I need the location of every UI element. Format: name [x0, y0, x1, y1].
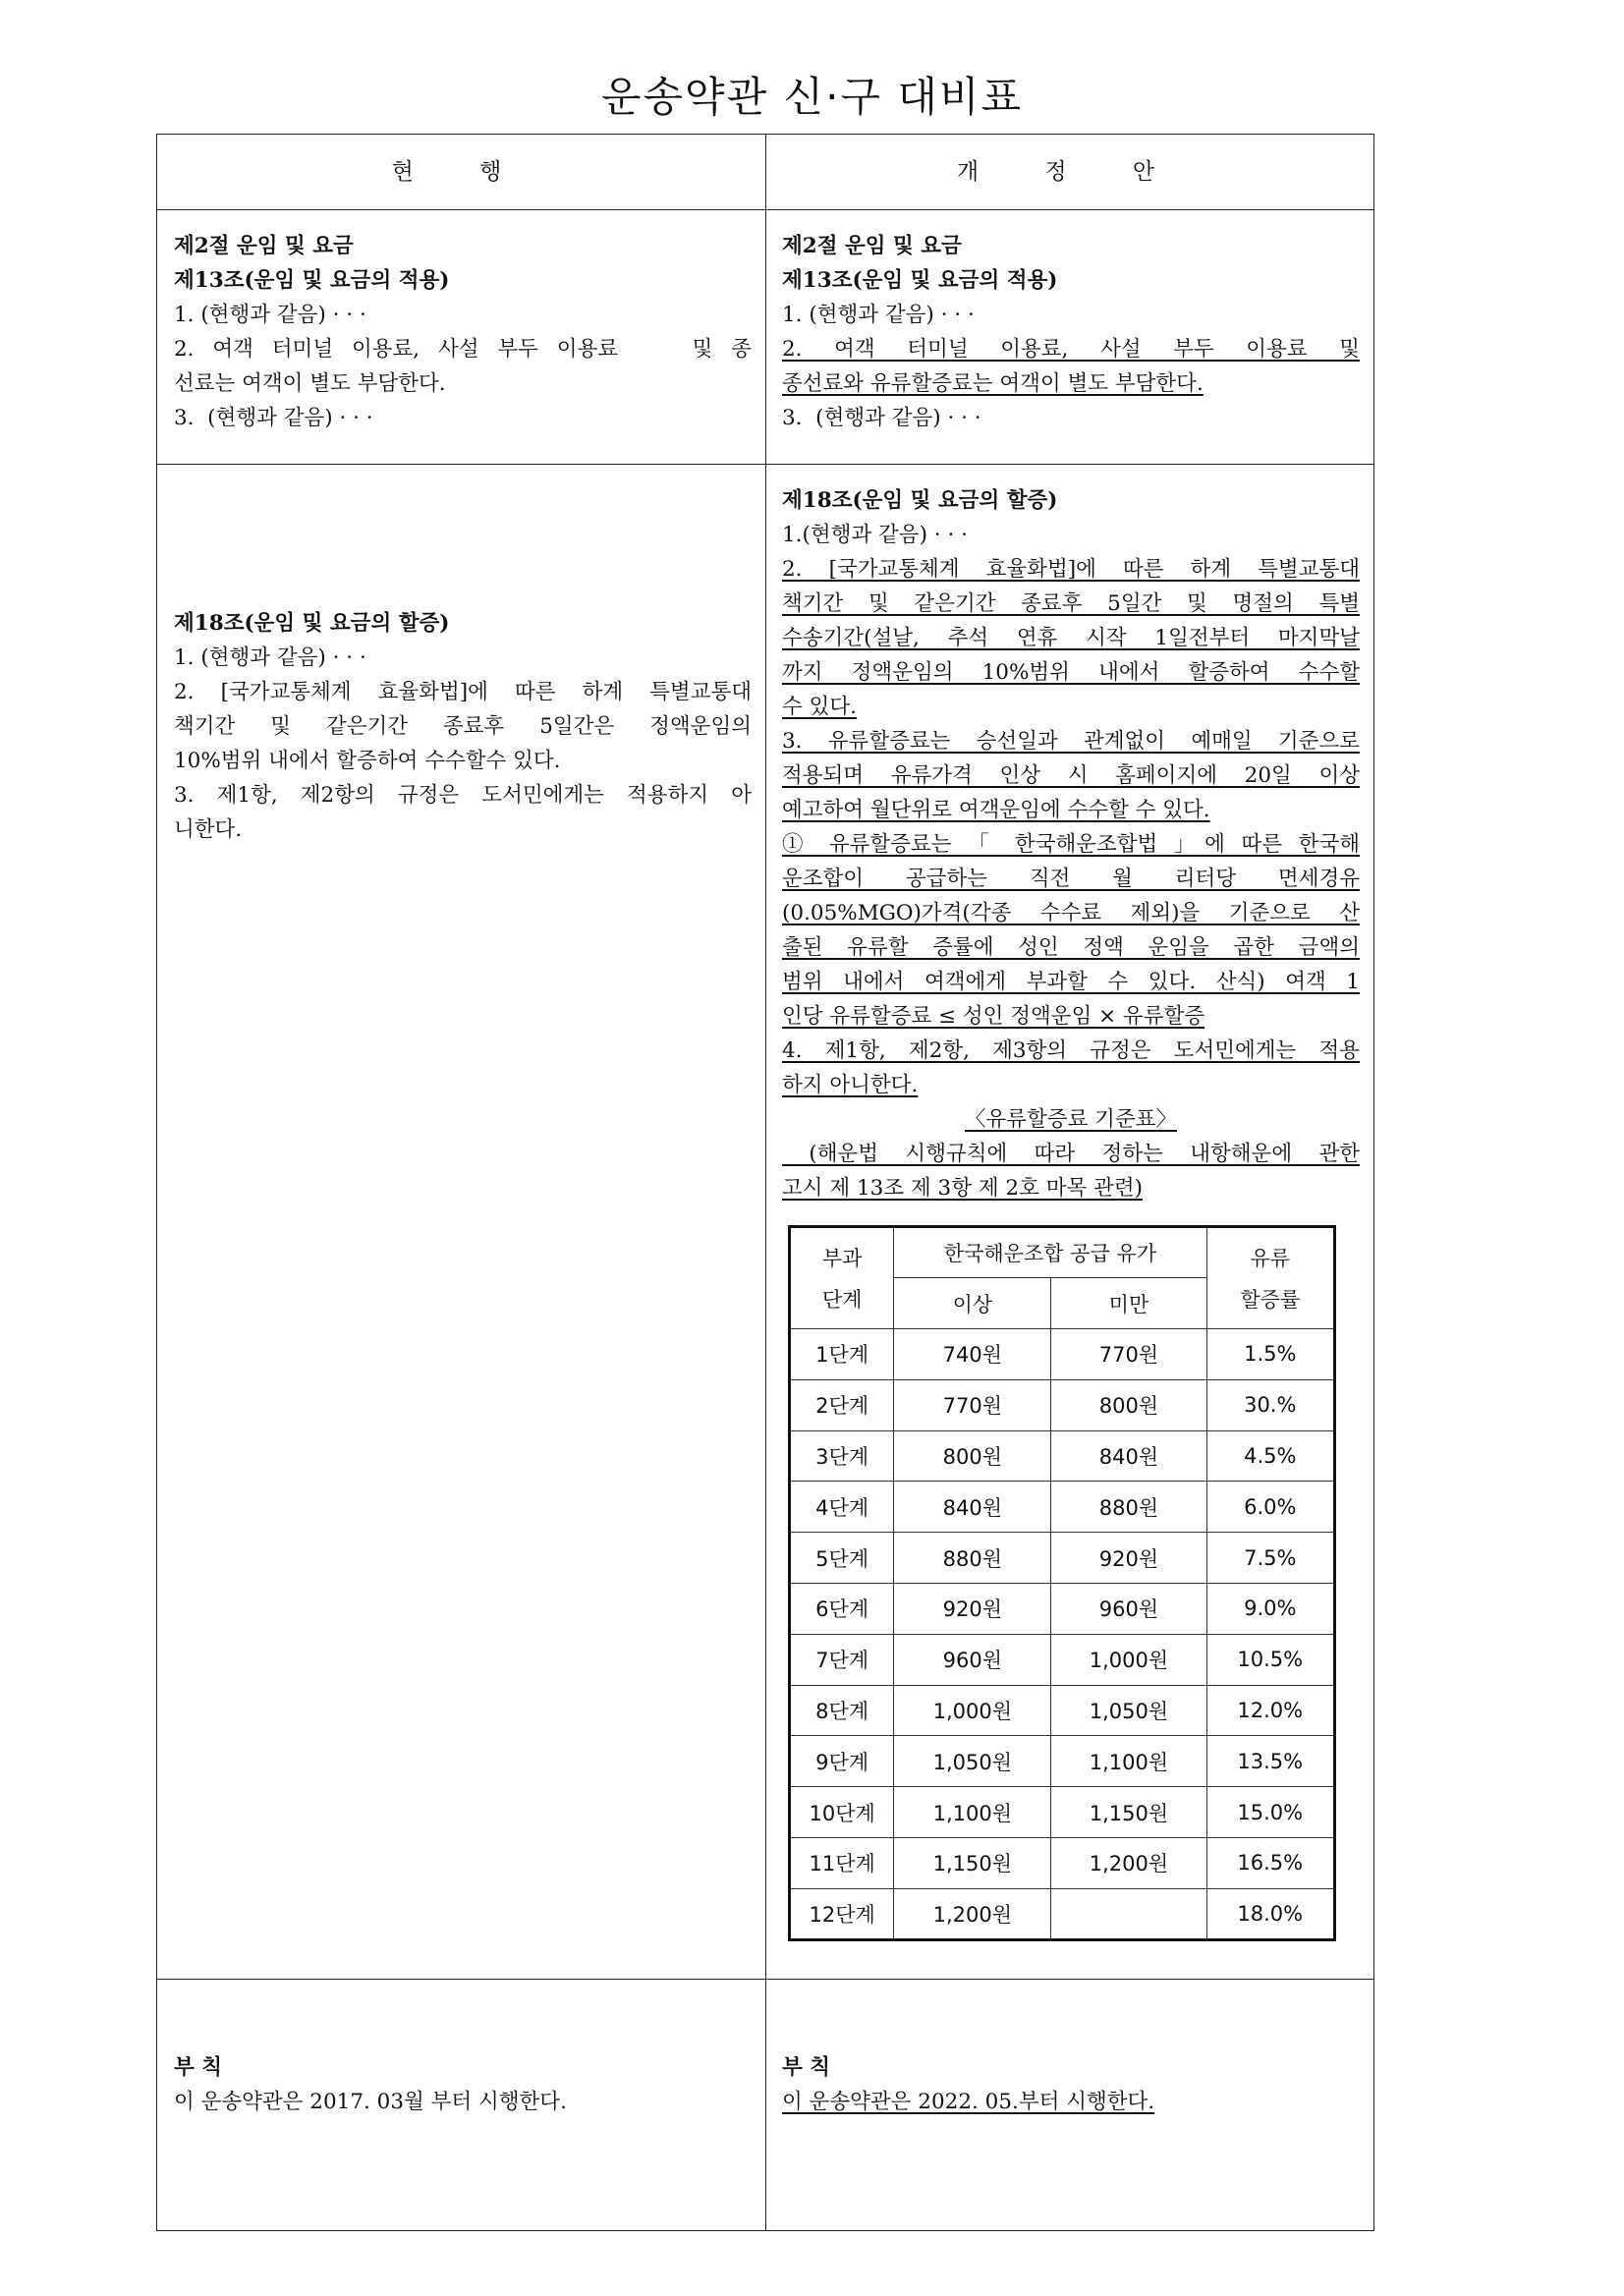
min-price-cell: 1,050원 — [894, 1736, 1051, 1787]
min-price-cell: 770원 — [894, 1379, 1051, 1430]
stage-cell: 10단계 — [790, 1787, 894, 1838]
fuel-table-row — [790, 1837, 1335, 1888]
min-price-cell: 960원 — [894, 1634, 1051, 1685]
clause-line: 선료는 여객이 별도 부담한다. — [174, 371, 446, 396]
amended-clause-line: 적용되며 유류가격 인상 시 홈페이지에 20일 이상 — [782, 763, 1360, 788]
amended-clause-line: 2. [국가교통체계 효율화법]에 따른 하계 특별교통대 — [782, 557, 1360, 582]
min-price-cell: 840원 — [894, 1482, 1051, 1533]
header-current: 현 행 — [391, 159, 532, 185]
effective-date-line: 이 운송약관은 2022. 05.부터 시행한다. — [782, 2090, 1155, 2114]
clause-line: 1. (현행과 같음) · · · — [174, 645, 366, 670]
rate-cell: 1.5% — [1206, 1329, 1334, 1380]
amended-clause-line: 4. 제1항, 제2항, 제3항의 규정은 도서민에게는 적용 — [782, 1038, 1360, 1063]
amended-clause-line: 수송기간(설날, 추석 연휴 시작 1일전부터 마지막날 — [782, 626, 1360, 650]
fuel-table-reference: (해운법 시행규칙에 따라 정하는 내항해운에 관한 — [782, 1142, 1360, 1166]
row1-current-cell — [174, 229, 752, 435]
min-price-cell: 1,000원 — [894, 1685, 1051, 1736]
rate-cell: 30.% — [1206, 1379, 1334, 1430]
fuel-table-row — [790, 1430, 1335, 1482]
stage-cell: 5단계 — [790, 1533, 894, 1584]
rate-cell: 10.5% — [1206, 1634, 1334, 1685]
effective-date-line: 이 운송약관은 2017. 03월 부터 시행한다. — [174, 2090, 567, 2114]
stage-cell: 12단계 — [790, 1888, 894, 1939]
max-price-cell: 840원 — [1051, 1430, 1206, 1482]
clause-line: 2. [국가교통체계 효율화법]에 따른 하계 특별교통대 — [174, 680, 752, 704]
rate-cell: 7.5% — [1206, 1533, 1334, 1584]
rate-cell: 6.0% — [1206, 1482, 1334, 1533]
comparison-table — [156, 134, 1374, 2231]
article-heading: 제13조(운임 및 요금의 적용) — [174, 268, 450, 293]
stage-cell: 11단계 — [790, 1837, 894, 1888]
amended-clause-line: 하지 아니한다. — [782, 1073, 919, 1097]
fuel-table-row — [790, 1329, 1335, 1380]
max-price-cell: 800원 — [1051, 1379, 1206, 1430]
amended-clause-line: 출된 유류할 증률에 성인 정액 운임을 곱한 금액의 — [782, 935, 1360, 960]
supply-price-header: 한국해운조합 공급 유가 — [894, 1227, 1206, 1278]
amended-clause-line: ① 유류할증료는 「 한국해운조합법 」에 따른 한국해 — [782, 832, 1360, 857]
rate-cell: 4.5% — [1206, 1430, 1334, 1482]
min-price-cell: 1,100원 — [894, 1787, 1051, 1838]
fuel-surcharge-table — [788, 1225, 1336, 1941]
stage-cell: 4단계 — [790, 1482, 894, 1533]
rate-cell: 13.5% — [1206, 1736, 1334, 1787]
max-price-cell: 920원 — [1051, 1533, 1206, 1584]
row3-current-cell — [174, 2050, 752, 2119]
clause-line: 3. (현행과 같음) · · · — [174, 406, 373, 430]
row-divider — [157, 209, 1373, 210]
amended-clause-line: 3. 유류할증료는 승선일과 관계없이 예매일 기준으로 — [782, 729, 1360, 754]
max-price-cell: 770원 — [1051, 1329, 1206, 1380]
header-revised: 개 정 안 — [956, 159, 1185, 185]
clause-line: 책기간 및 같은기간 종료후 5일간은 정액운임의 — [174, 714, 752, 739]
amended-clause-line: 종선료와 유류할증료는 여객이 별도 부담한다. — [782, 371, 1204, 396]
article-heading: 제18조(운임 및 요금의 할증) — [174, 611, 450, 636]
clause-line: 니한다. — [174, 817, 243, 842]
amended-clause-line: 2. 여객 터미널 이용료, 사설 부두 이용료 및 — [782, 337, 1360, 362]
row2-revised-cell — [782, 483, 1360, 1205]
clause-line: 2. 여객 터미널 이용료, 사설 부두 이용료 및 종 — [174, 337, 752, 362]
max-price-cell: 960원 — [1051, 1583, 1206, 1634]
amended-clause-line: 까지 정액운임의 10%범위 내에서 할증하여 수수할 — [782, 660, 1360, 685]
amended-clause-line: 인당 유류할증료 ≤ 성인 정액운임 × 유류할증 — [782, 1004, 1205, 1029]
fuel-table-caption: 〈유류할증료 기준표〉 — [965, 1107, 1177, 1132]
rate-cell: 16.5% — [1206, 1837, 1334, 1888]
row3-revised-cell — [782, 2050, 1360, 2119]
clause-line: 3. 제1항, 제2항의 규정은 도서민에게는 적용하지 아 — [174, 783, 752, 808]
stage-cell: 6단계 — [790, 1583, 894, 1634]
min-price-cell: 740원 — [894, 1329, 1051, 1380]
stage-cell: 7단계 — [790, 1634, 894, 1685]
amended-clause-line: 범위 내에서 여객에게 부과할 수 있다. 산식) 여객 1 — [782, 970, 1360, 994]
row1-revised-cell — [782, 229, 1360, 435]
max-price-header: 미만 — [1051, 1278, 1206, 1329]
supplementary-heading: 부 칙 — [174, 2055, 223, 2080]
document-title: 운송약관 신·구 대비표 — [600, 73, 1024, 121]
stage-cell: 3단계 — [790, 1430, 894, 1482]
clause-line: 10%범위 내에서 할증하여 수수할수 있다. — [174, 749, 561, 773]
max-price-cell: 1,050원 — [1051, 1685, 1206, 1736]
rate-cell: 9.0% — [1206, 1583, 1334, 1634]
row2-current-cell — [174, 606, 752, 847]
section-heading: 제2절 운임 및 요금 — [174, 234, 354, 258]
amended-clause-line: 수 있다. — [782, 695, 857, 719]
max-price-cell — [1051, 1888, 1206, 1939]
max-price-cell: 1,150원 — [1051, 1787, 1206, 1838]
stage-cell: 8단계 — [790, 1685, 894, 1736]
clause-line: 1. (현행과 같음) · · · — [782, 303, 975, 327]
section-heading: 제2절 운임 및 요금 — [782, 234, 962, 258]
clause-line: 1.(현행과 같음) · · · — [782, 523, 968, 547]
fuel-table-row — [790, 1379, 1335, 1430]
fuel-table-row — [790, 1685, 1335, 1736]
fuel-table-row — [790, 1736, 1335, 1787]
stage-cell: 2단계 — [790, 1379, 894, 1430]
article-heading: 제13조(운임 및 요금의 적용) — [782, 268, 1058, 293]
clause-line: 1. (현행과 같음) · · · — [174, 303, 366, 327]
stage-cell: 9단계 — [790, 1736, 894, 1787]
rate-cell: 18.0% — [1206, 1888, 1334, 1939]
fuel-table-row — [790, 1787, 1335, 1838]
max-price-cell: 880원 — [1051, 1482, 1206, 1533]
clause-line: 3. (현행과 같음) · · · — [782, 406, 981, 430]
fuel-table-row — [790, 1482, 1335, 1533]
min-price-cell: 1,200원 — [894, 1888, 1051, 1939]
max-price-cell: 1,000원 — [1051, 1634, 1206, 1685]
amended-clause-line: (0.05%MGO)가격(각종 수수료 제외)을 기준으로 산 — [782, 901, 1360, 925]
min-price-cell: 800원 — [894, 1430, 1051, 1482]
min-price-cell: 1,150원 — [894, 1837, 1051, 1888]
max-price-cell: 1,100원 — [1051, 1736, 1206, 1787]
max-price-cell: 1,200원 — [1051, 1837, 1206, 1888]
rate-cell: 12.0% — [1206, 1685, 1334, 1736]
fuel-table-reference: 고시 제 13조 제 3항 제 2호 마목 관련) — [782, 1176, 1144, 1201]
fuel-table-row — [790, 1888, 1335, 1939]
fuel-table-row — [790, 1533, 1335, 1584]
amended-clause-line: 책기간 및 같은기간 종료후 5일간 및 명절의 특별 — [782, 591, 1360, 616]
row-divider — [157, 464, 1373, 465]
min-price-cell: 920원 — [894, 1583, 1051, 1634]
stage-header: 부과 단계 — [790, 1227, 894, 1329]
rate-header: 유류 할증률 — [1206, 1227, 1334, 1329]
amended-clause-line: 운조합이 공급하는 직전 월 리터당 면세경유 — [782, 867, 1360, 891]
row-divider — [157, 1979, 1373, 1980]
fuel-table-row — [790, 1634, 1335, 1685]
min-price-cell: 880원 — [894, 1533, 1051, 1584]
article-heading: 제18조(운임 및 요금의 할증) — [782, 488, 1058, 513]
column-divider — [765, 135, 766, 2230]
min-price-header: 이상 — [894, 1278, 1051, 1329]
stage-cell: 1단계 — [790, 1329, 894, 1380]
amended-clause-line: 예고하여 월단위로 여객운임에 수수할 수 있다. — [782, 798, 1210, 822]
rate-cell: 15.0% — [1206, 1787, 1334, 1838]
supplementary-heading: 부 칙 — [782, 2055, 831, 2080]
fuel-table-row — [790, 1583, 1335, 1634]
